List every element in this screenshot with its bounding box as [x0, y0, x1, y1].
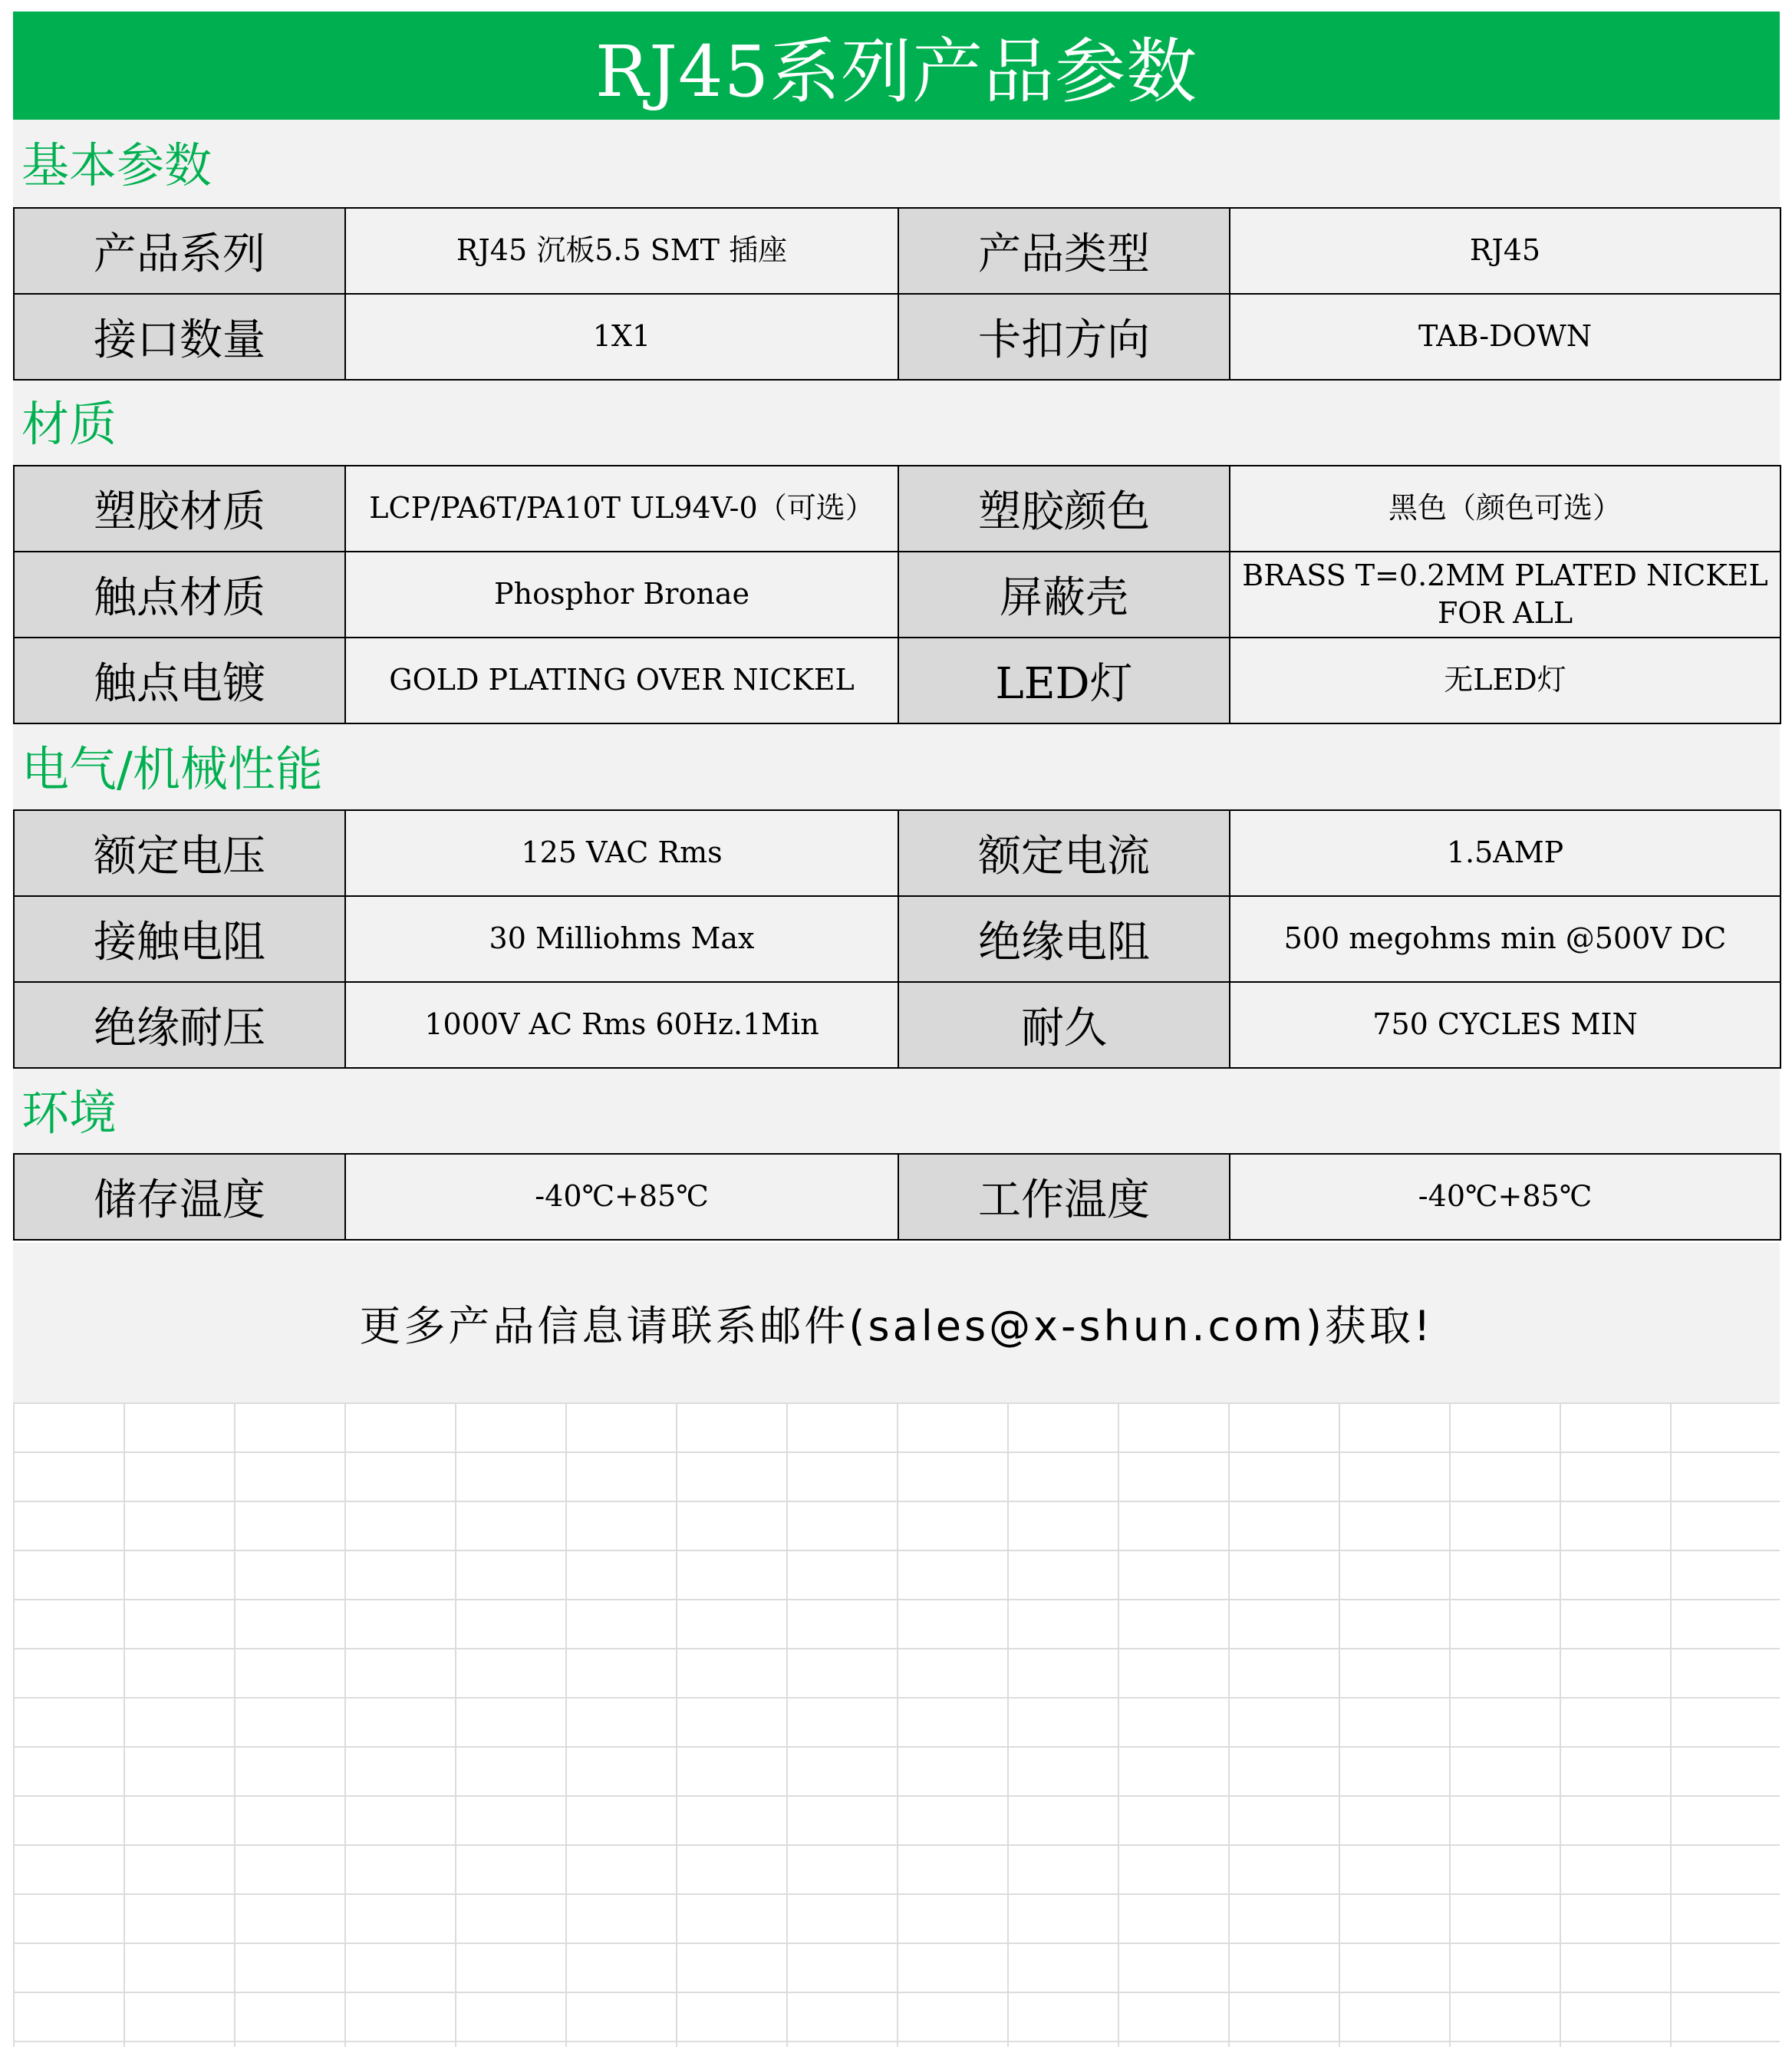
- section-title-environment: 环境: [21, 1085, 117, 1141]
- spec-value: 1X1: [345, 294, 898, 380]
- spec-value: 125 VAC Rms: [345, 810, 898, 896]
- material-table: [13, 465, 1781, 724]
- spec-value: -40℃+85℃: [345, 1154, 898, 1240]
- section-band-material: [13, 379, 1780, 465]
- spec-value: Phosphor Bronae: [345, 552, 898, 638]
- spec-label: 耐久: [898, 982, 1230, 1068]
- section-title-material: 材质: [21, 396, 117, 452]
- spec-value: RJ45 沉板5.5 SMT 插座: [345, 208, 898, 294]
- spec-label: 屏蔽壳: [898, 552, 1230, 638]
- spec-value: LCP/PA6T/PA10T UL94V-0（可选）: [345, 466, 898, 552]
- spec-label: 额定电流: [898, 810, 1230, 896]
- spec-label: 卡扣方向: [898, 294, 1230, 380]
- electrical-table: [13, 809, 1781, 1069]
- spec-value: TAB-DOWN: [1230, 294, 1780, 380]
- table-row: [14, 638, 1780, 723]
- spec-label: 工作温度: [898, 1154, 1230, 1240]
- table-row: [14, 466, 1780, 552]
- section-band-environment: [13, 1067, 1780, 1153]
- spec-value: GOLD PLATING OVER NICKEL: [345, 638, 898, 723]
- spec-label: 触点材质: [14, 552, 345, 638]
- table-row: [14, 810, 1780, 896]
- table-row: [14, 896, 1780, 982]
- spec-label: 绝缘耐压: [14, 982, 345, 1068]
- spec-value: 黑色（颜色可选）: [1230, 466, 1780, 552]
- spec-value: -40℃+85℃: [1230, 1154, 1780, 1240]
- spec-value: BRASS T=0.2MM PLATED NICKEL FOR ALL: [1230, 552, 1780, 638]
- spec-value: 1000V AC Rms 60Hz.1Min: [345, 982, 898, 1068]
- table-row: [14, 982, 1780, 1068]
- spec-label: 产品类型: [898, 208, 1230, 294]
- spec-label: 产品系列: [14, 208, 345, 294]
- environment-table: [13, 1153, 1781, 1241]
- spec-value: 750 CYCLES MIN: [1230, 982, 1780, 1068]
- spec-value: 1.5AMP: [1230, 810, 1780, 896]
- table-row: [14, 294, 1780, 380]
- spec-label: 触点电镀: [14, 638, 345, 723]
- basic-params-table: [13, 207, 1781, 381]
- spec-label: 塑胶材质: [14, 466, 345, 552]
- section-band-basic: [13, 120, 1780, 207]
- spec-value: 500 megohms min @500V DC: [1230, 896, 1780, 982]
- spec-value: 无LED灯: [1230, 638, 1780, 723]
- table-row: [14, 1154, 1780, 1240]
- section-title-electrical: 电气/机械性能: [21, 741, 323, 797]
- spec-label: 接口数量: [14, 294, 345, 380]
- spec-value: 30 Milliohms Max: [345, 896, 898, 982]
- table-row: [14, 552, 1780, 638]
- spec-value: RJ45: [1230, 208, 1780, 294]
- section-title-basic: 基本参数: [21, 137, 212, 193]
- empty-spreadsheet-grid: [13, 1402, 1780, 2047]
- spec-label: 绝缘电阻: [898, 896, 1230, 982]
- contact-footer: 更多产品信息请联系邮件(sales@x-shun.com)获取!: [13, 1243, 1780, 1402]
- spec-label: 接触电阻: [14, 896, 345, 982]
- table-row: [14, 208, 1780, 294]
- spec-label: LED灯: [898, 638, 1230, 723]
- spec-label: 储存温度: [14, 1154, 345, 1240]
- page-title: RJ45系列产品参数: [13, 12, 1780, 120]
- spec-label: 塑胶颜色: [898, 466, 1230, 552]
- spec-label: 额定电压: [14, 810, 345, 896]
